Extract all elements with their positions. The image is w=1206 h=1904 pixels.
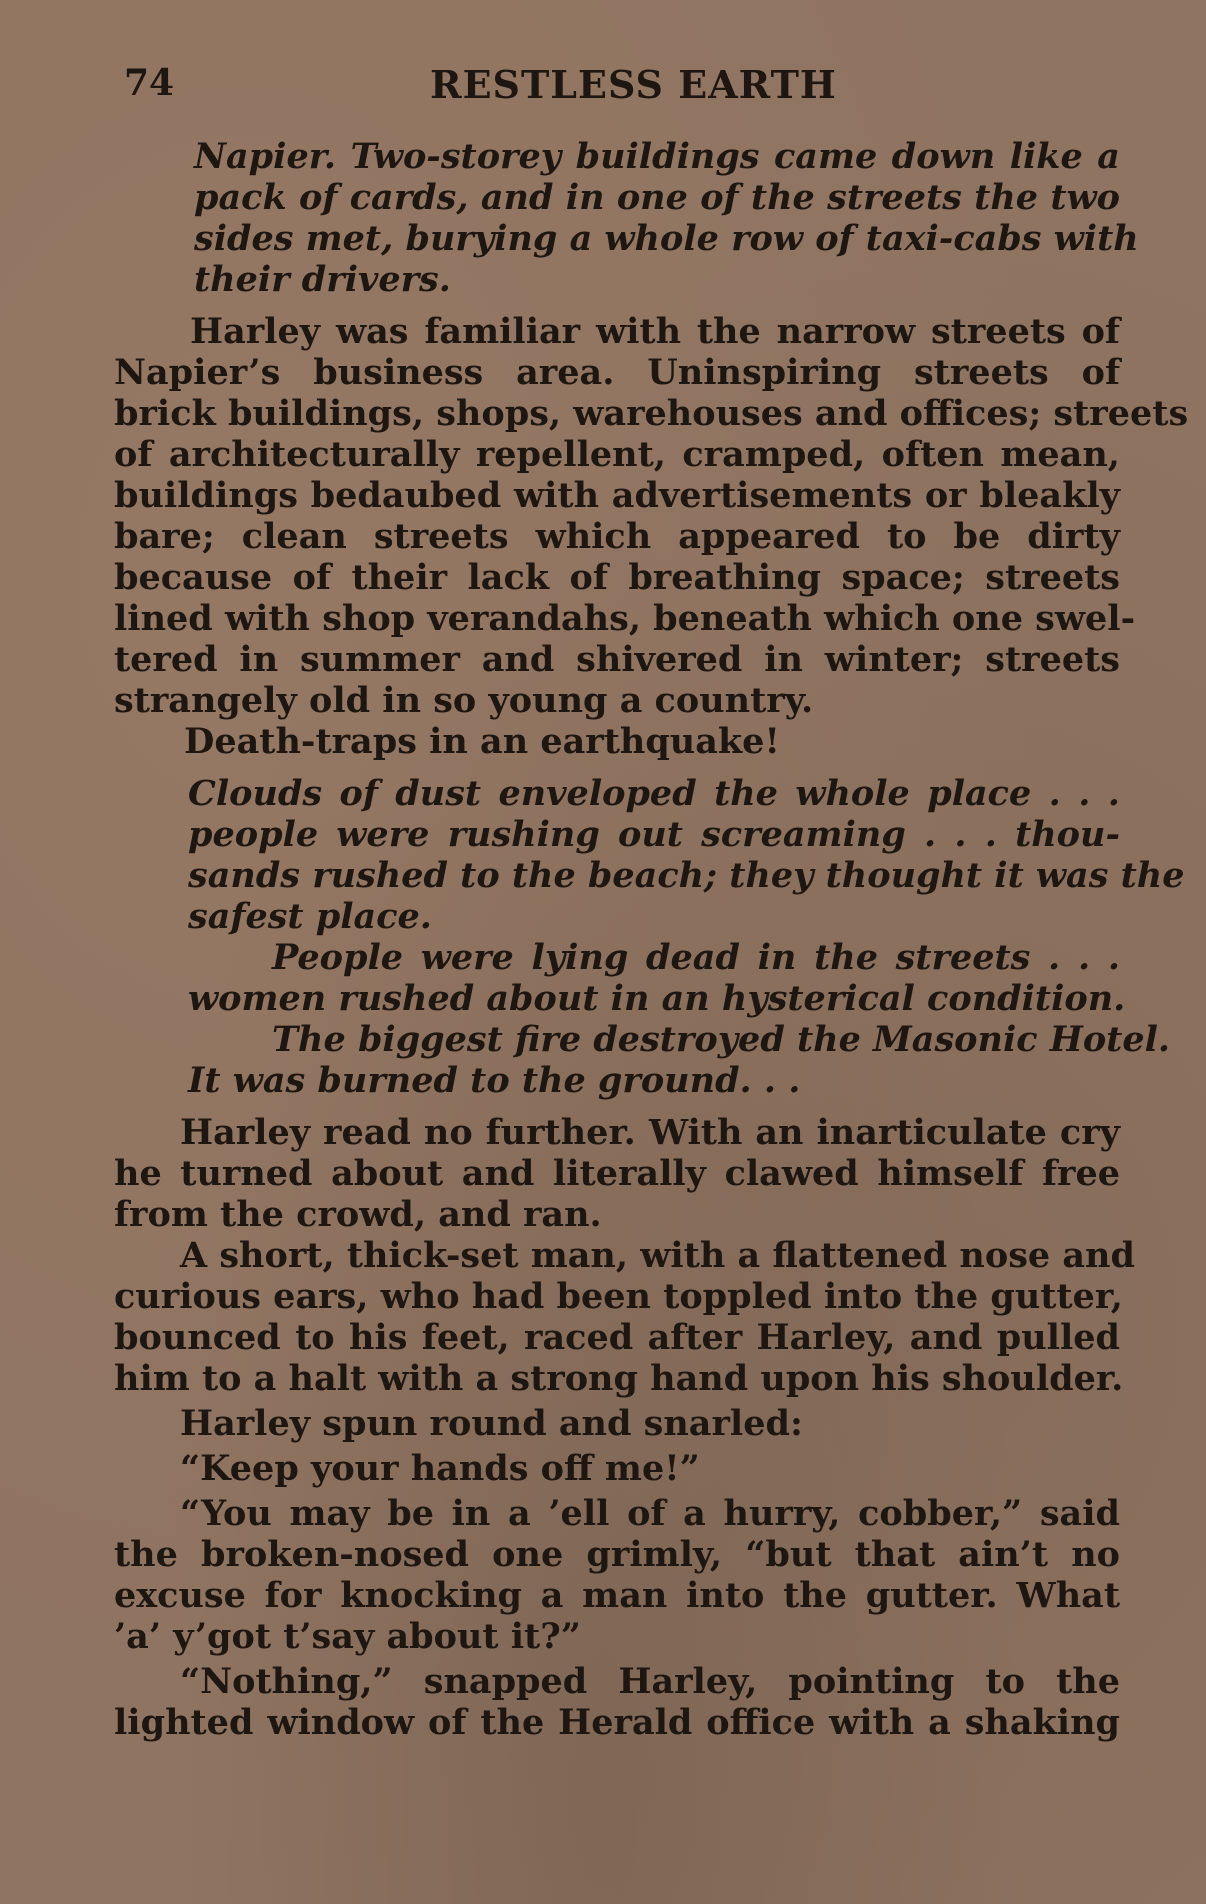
text-line: “Nothing,” snapped Harley, pointing to the: [180, 1661, 1120, 1702]
text-line: from the crowd, and ran.: [114, 1194, 602, 1235]
text-line: Harley was familiar with the narrow streets of: [190, 311, 1120, 352]
text-line: women rushed about in an hysterical condition.: [188, 978, 1126, 1019]
page-header: [124, 62, 1120, 112]
text-line: pack of cards, and in one of the streets the two: [194, 177, 1120, 218]
text-line: tered in summer and shivered in winter; streets: [114, 639, 1120, 680]
text-line: buildings bedaubed with advertisements or bleakly: [114, 475, 1120, 516]
text-line: Napier’s business area. Uninspiring streets of: [114, 352, 1120, 393]
text-line: People were lying dead in the streets . . .: [272, 937, 1120, 978]
text-line: safest place.: [188, 896, 432, 937]
text-line: Death-traps in an earthquake!: [184, 721, 780, 762]
text-line: excuse for knocking a man into the gutter. What: [114, 1575, 1120, 1616]
text-line: Clouds of dust enveloped the whole place . . .: [188, 773, 1120, 814]
text-line: brick buildings, shops, warehouses and offices; streets: [114, 393, 1189, 434]
text-line: because of their lack of breathing space; streets: [114, 557, 1120, 598]
text-line: Napier. Two-storey buildings came down like a: [194, 136, 1120, 177]
text-line: A short, thick-set man, with a flattened nose and: [180, 1235, 1135, 1276]
text-line: Harley spun round and snarled:: [180, 1403, 803, 1444]
body-text: [114, 136, 1189, 1743]
text-line: him to a halt with a strong hand upon his shoulder.: [114, 1358, 1124, 1399]
text-line: bare; clean streets which appeared to be dirty: [114, 516, 1120, 557]
text-line: curious ears, who had been toppled into the gutter,: [114, 1276, 1123, 1317]
text-line: their drivers.: [194, 259, 451, 300]
text-line: “You may be in a ’ell of a hurry, cobber,” said: [180, 1493, 1120, 1534]
text-line: people were rushing out screaming . . . thou-: [188, 814, 1120, 855]
text-line: It was burned to the ground. . .: [188, 1060, 801, 1101]
text-line: lighted window of the Herald office with a shaking: [114, 1702, 1120, 1743]
text-line: the broken-nosed one grimly, “but that ain’t no: [114, 1534, 1120, 1575]
text-line: sands rushed to the beach; they thought it was the: [188, 855, 1185, 896]
text-line: The biggest fire destroyed the Masonic Hotel.: [272, 1019, 1171, 1060]
text-line: Harley read no further. With an inarticulate cry: [180, 1112, 1120, 1153]
text-line: ’a’ y’got t’say about it?”: [114, 1616, 581, 1657]
running-title: RESTLESS EARTH: [430, 62, 837, 107]
text-line: strangely old in so young a country.: [114, 680, 814, 721]
text-line: of architecturally repellent, cramped, often mean,: [114, 434, 1120, 475]
text-line: he turned about and literally clawed himself free: [114, 1153, 1120, 1194]
text-line: sides met, burying a whole row of taxi-cabs with: [194, 218, 1139, 259]
text-line: lined with shop verandahs, beneath which one swel-: [114, 598, 1136, 639]
text-line: “Keep your hands off me!”: [180, 1448, 700, 1489]
page-number: 74: [124, 62, 175, 104]
text-line: bounced to his feet, raced after Harley, and pulled: [114, 1317, 1120, 1358]
